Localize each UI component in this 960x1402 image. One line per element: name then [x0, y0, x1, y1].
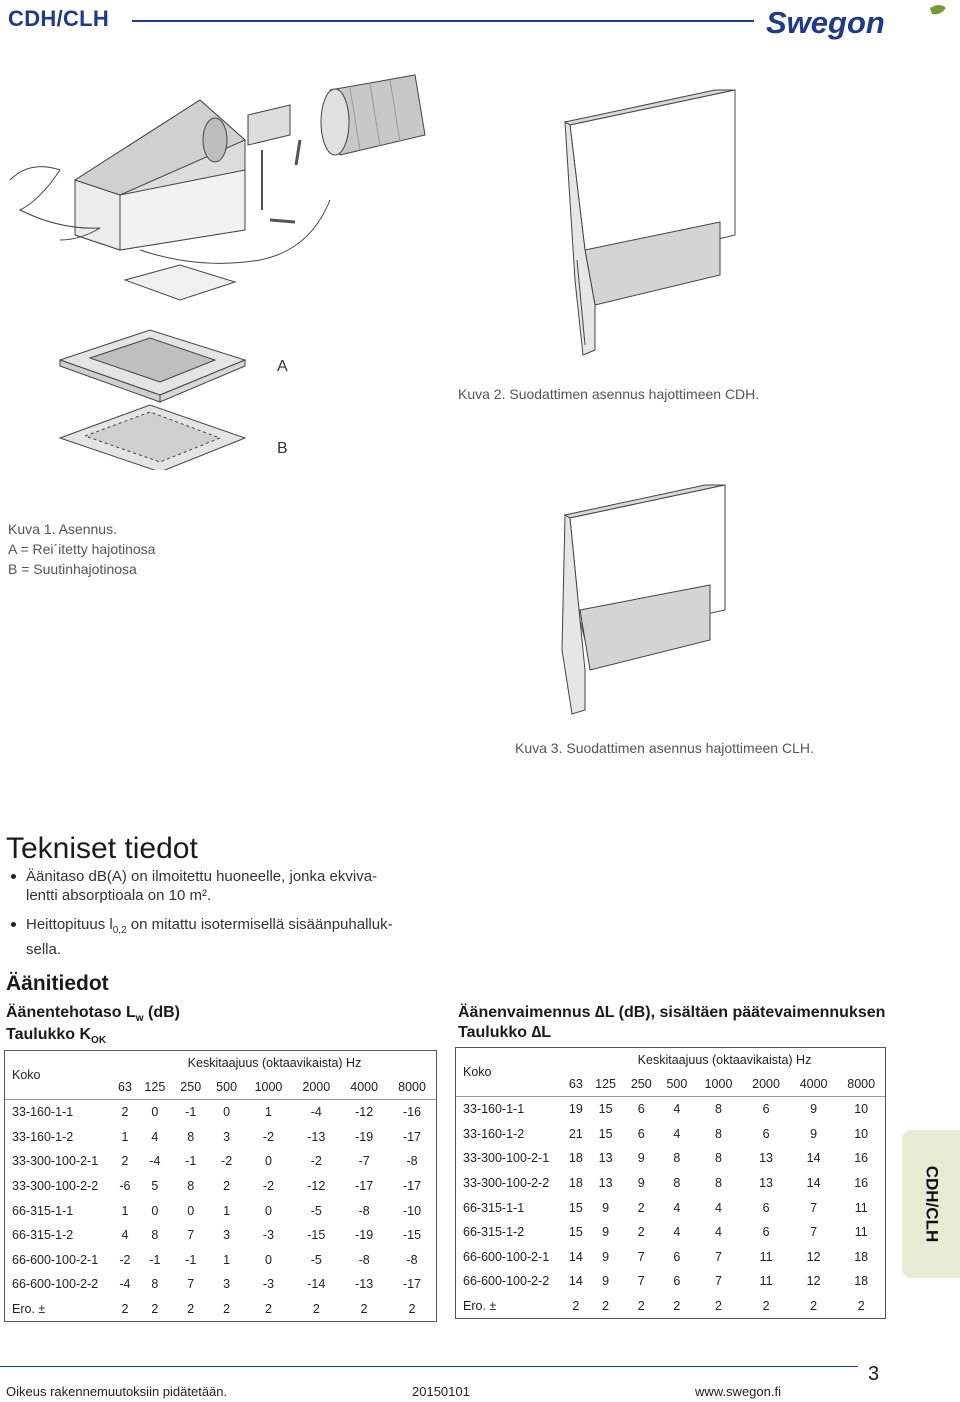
- table-row: [5, 1100, 436, 1125]
- table-row: [456, 1171, 885, 1196]
- table-cell: 2: [360, 1302, 368, 1317]
- table-cell: 14: [568, 1274, 583, 1289]
- table-cell: 4: [151, 1129, 159, 1144]
- table-cell: 14: [806, 1151, 821, 1166]
- bullet-throw: Heittopituus $l_{0,2}$ on mitattu isotermisellä sisäänpuhalluk- sella.: [6, 915, 446, 959]
- table-cell: 2: [810, 1299, 818, 1314]
- table-cell: 3: [223, 1277, 231, 1292]
- frequency-header: 500: [666, 1077, 688, 1091]
- table-cell: -4: [292, 1100, 340, 1125]
- table-cell: 12: [806, 1274, 821, 1289]
- footer-disclaimer: Oikeus rakennemuutoksiin pidätetään.: [6, 1384, 228, 1399]
- table-cell: 2: [637, 1225, 645, 1240]
- table-row: [5, 1297, 436, 1322]
- table-cell: 4: [673, 1225, 681, 1240]
- table-row: [5, 1223, 436, 1248]
- table-cell: 6: [762, 1126, 770, 1141]
- table-cell: 4: [659, 1097, 695, 1122]
- table-cell: 12: [806, 1249, 821, 1264]
- figure-1-caption: Kuva 1. Asennus. A = Rei´itetty hajotinosa B = Suutinhajotinosa: [8, 521, 156, 577]
- table-row: [456, 1122, 885, 1147]
- table-cell: 10: [837, 1097, 885, 1122]
- table-cell: 8: [151, 1228, 159, 1243]
- table-cell: -2: [262, 1179, 275, 1194]
- table-cell: 11: [759, 1249, 773, 1264]
- table-cell: -19: [355, 1129, 374, 1144]
- table-cell: 18: [568, 1151, 583, 1166]
- table-cell: 1: [223, 1252, 231, 1267]
- table-cell: 13: [598, 1151, 613, 1166]
- row-size-label: 66-600-100-2-2: [12, 1277, 99, 1292]
- bracket-illustration: [248, 105, 300, 222]
- table-k-ok: [4, 1050, 437, 1322]
- table-cell: 0: [264, 1154, 272, 1169]
- table-cell: -17: [355, 1179, 374, 1194]
- frequency-header: 8000: [847, 1077, 876, 1091]
- frequency-header: 2000: [752, 1077, 780, 1091]
- table-cell: 0: [187, 1203, 195, 1218]
- table-cell: 11: [854, 1225, 868, 1240]
- table-cell: 2: [715, 1299, 722, 1314]
- table-cell: 9: [602, 1249, 610, 1264]
- table-cell: -8: [406, 1154, 418, 1169]
- nozzle-plate-illustration: [60, 405, 245, 470]
- frequency-header: 2000: [302, 1080, 331, 1094]
- table-cell: 9: [637, 1176, 645, 1191]
- frequency-group-header: Keskitaajuus (oktaavikaista) Hz: [637, 1053, 812, 1067]
- table-cell: 19: [564, 1097, 588, 1122]
- table-cell: 5: [151, 1179, 159, 1194]
- clh-filter-illustration: [550, 480, 940, 720]
- table-cell: 7: [187, 1277, 195, 1292]
- table-cell: -12: [340, 1100, 388, 1125]
- row-size-label: Ero. ±: [12, 1302, 46, 1317]
- table-cell: -2: [262, 1129, 275, 1144]
- row-size-label: 33-160-1-2: [463, 1126, 525, 1141]
- table-cell: 7: [715, 1249, 722, 1264]
- row-size-label: 66-600-100-2-1: [12, 1252, 99, 1267]
- table-cell: 2: [151, 1302, 159, 1317]
- table-cell: -1: [149, 1252, 161, 1267]
- table-cell: -17: [403, 1277, 422, 1292]
- table-row: [456, 1245, 885, 1270]
- table-cell: 0: [264, 1203, 272, 1218]
- table-cell: 1: [223, 1203, 231, 1218]
- table-cell: 15: [568, 1200, 583, 1215]
- table-cell: -1: [185, 1154, 197, 1169]
- table-cell: 7: [187, 1228, 195, 1243]
- table-cell: 15: [568, 1225, 583, 1240]
- diffuser-box-illustration: [75, 100, 245, 250]
- frequency-header: 250: [630, 1077, 652, 1091]
- table-cell: 6: [742, 1097, 790, 1122]
- table-cell: 13: [598, 1176, 613, 1191]
- table-cell: 13: [759, 1176, 773, 1191]
- table-cell: -4: [149, 1154, 161, 1169]
- table-cell: -14: [307, 1277, 326, 1292]
- frequency-header: 125: [595, 1077, 617, 1091]
- frequency-header: 1000: [254, 1080, 283, 1094]
- footer-rule: [0, 1366, 858, 1367]
- table-cell: 8: [715, 1126, 722, 1141]
- table-cell: 9: [810, 1126, 818, 1141]
- table-cell: 2: [857, 1299, 865, 1314]
- table-cell: -12: [307, 1179, 326, 1194]
- row-size-label: 66-315-1-1: [12, 1203, 74, 1218]
- table-cell: 2: [113, 1100, 137, 1125]
- row-size-label: Ero. ±: [463, 1299, 497, 1314]
- table-cell: 0: [151, 1203, 159, 1218]
- document-title: CDH/CLH: [8, 6, 110, 31]
- table-cell: 15: [588, 1097, 624, 1122]
- table-cell: 3: [223, 1228, 231, 1243]
- table-cell: 8: [673, 1176, 681, 1191]
- table-row: [456, 1146, 885, 1171]
- table-cell: -4: [119, 1277, 131, 1292]
- table-cell: 9: [602, 1225, 610, 1240]
- table-cell: 9: [602, 1274, 610, 1289]
- table-cell: 0: [137, 1100, 173, 1125]
- table-cell: 10: [854, 1126, 869, 1141]
- table-cell: 13: [759, 1151, 773, 1166]
- table-cell: 16: [854, 1151, 869, 1166]
- table-cell: 4: [121, 1228, 129, 1243]
- frequency-group-header: Keskitaajuus (oktaavikaista) Hz: [187, 1056, 362, 1070]
- right-table-heading: Äänenvaimennus ∆L (dB), sisältäen päätevaimennuksen: [458, 1004, 886, 1021]
- table-row: [5, 1149, 436, 1174]
- table-cell: -8: [406, 1252, 418, 1267]
- table-cell: 16: [854, 1176, 869, 1191]
- table-row: [456, 1294, 885, 1319]
- koko-header: Koko: [12, 1068, 41, 1082]
- table-cell: 4: [673, 1126, 681, 1141]
- perforated-plate-illustration: [60, 265, 245, 402]
- table-cell: 11: [759, 1274, 773, 1289]
- figure-3-caption: Kuva 3. Suodattimen asennus hajottimeen CLH.: [515, 740, 814, 756]
- table-cell: -17: [403, 1129, 422, 1144]
- table-cell: 14: [568, 1249, 583, 1264]
- table-cell: 11: [854, 1200, 868, 1215]
- table-cell: 2: [762, 1299, 770, 1314]
- table-cell: 0: [264, 1252, 272, 1267]
- frequency-header: 4000: [350, 1080, 379, 1094]
- table-cell: -7: [358, 1154, 370, 1169]
- table-cell: 6: [673, 1249, 681, 1264]
- table-cell: 2: [673, 1299, 681, 1314]
- tech-bullets: [6, 867, 446, 959]
- row-size-label: 33-300-100-2-2: [463, 1176, 550, 1191]
- table-cell: 7: [810, 1200, 818, 1215]
- row-size-label: 66-315-1-1: [463, 1200, 525, 1215]
- installation-illustration: [0, 60, 440, 470]
- table-cell: 18: [854, 1249, 869, 1264]
- row-size-label: 66-600-100-2-2: [463, 1274, 550, 1289]
- side-tab-label: CDH/CLH: [922, 1165, 941, 1243]
- svg-text:Swegon: Swegon: [766, 5, 885, 40]
- table-cell: 8: [695, 1097, 743, 1122]
- figure-2-caption: Kuva 2. Suodattimen asennus hajottimeen CDH.: [458, 386, 760, 402]
- sound-heading: Äänitiedot: [6, 972, 109, 995]
- frequency-header: 63: [118, 1080, 132, 1094]
- table-cell: 4: [715, 1200, 722, 1215]
- table-cell: 21: [568, 1126, 583, 1141]
- table-cell: -2: [119, 1252, 131, 1267]
- table-delta-l: [455, 1047, 886, 1319]
- table-cell: -10: [403, 1203, 422, 1218]
- table-cell: 2: [637, 1299, 645, 1314]
- cdh-filter-illustration: [555, 80, 935, 365]
- table-row: [5, 1248, 436, 1273]
- table-cell: 3: [223, 1129, 231, 1144]
- table-row: [5, 1272, 436, 1297]
- table-cell: -8: [358, 1252, 370, 1267]
- table-cell: 8: [187, 1129, 195, 1144]
- left-table-heading: Äänentehotaso $L_w$ (dB): [6, 1004, 181, 1025]
- footer-date: 20150101: [412, 1384, 470, 1399]
- table-cell: -2: [310, 1154, 322, 1169]
- table-cell: 4: [673, 1200, 681, 1215]
- left-table-title: Taulukko $K_{OK}$: [6, 1026, 107, 1047]
- table-row: [5, 1125, 436, 1150]
- table-cell: 7: [715, 1274, 722, 1289]
- frequency-header: 500: [216, 1080, 238, 1094]
- table-cell: 1: [121, 1203, 129, 1218]
- table-row: [456, 1097, 885, 1122]
- table-cell: -17: [403, 1179, 422, 1194]
- table-cell: 8: [715, 1151, 722, 1166]
- table-cell: 1: [121, 1129, 129, 1144]
- row-size-label: 33-300-100-2-2: [12, 1179, 99, 1194]
- table-cell: 15: [598, 1126, 613, 1141]
- header-rule: [132, 20, 754, 22]
- table-cell: 2: [223, 1302, 231, 1317]
- table-cell: 0: [209, 1100, 245, 1125]
- table-cell: -13: [355, 1277, 374, 1292]
- frequency-header: 63: [568, 1077, 583, 1091]
- row-size-label: 33-160-1-1: [456, 1097, 564, 1122]
- frequency-header: 250: [180, 1080, 202, 1094]
- table-cell: 2: [264, 1302, 272, 1317]
- table-row: [456, 1195, 885, 1220]
- table-cell: -6: [119, 1179, 131, 1194]
- duct-illustration: [321, 75, 425, 155]
- table-row: [456, 1269, 885, 1294]
- table-cell: 6: [623, 1097, 659, 1122]
- row-size-label: 66-315-1-2: [12, 1228, 74, 1243]
- frequency-header: 125: [144, 1080, 166, 1094]
- table-cell: 7: [637, 1274, 645, 1289]
- table-cell: 7: [637, 1249, 645, 1264]
- table-cell: 9: [602, 1200, 610, 1215]
- table-row: [456, 1220, 885, 1245]
- table-cell: 2: [223, 1179, 231, 1194]
- table-cell: -15: [307, 1228, 326, 1243]
- frequency-header: 8000: [398, 1080, 426, 1094]
- table-cell: 8: [673, 1151, 681, 1166]
- figure-label-b: B: [277, 440, 288, 457]
- tech-heading: Tekniset tiedot: [6, 832, 198, 865]
- table-cell: 7: [810, 1225, 818, 1240]
- table-cell: 2: [408, 1302, 416, 1317]
- table-cell: 2: [602, 1299, 610, 1314]
- table-cell: -15: [403, 1228, 422, 1243]
- row-size-label: 66-315-1-2: [463, 1225, 525, 1240]
- table-cell: -19: [355, 1228, 374, 1243]
- frequency-header: 4000: [799, 1077, 828, 1091]
- table-cell: 2: [637, 1200, 645, 1215]
- table-cell: -13: [307, 1129, 326, 1144]
- page-number: 3: [868, 1363, 880, 1385]
- table-cell: 6: [762, 1200, 770, 1215]
- table-cell: 4: [715, 1225, 722, 1240]
- table-cell: 8: [187, 1179, 195, 1194]
- swegon-logo: [762, 2, 952, 42]
- table-cell: 2: [121, 1154, 129, 1169]
- row-size-label: 33-160-1-1: [5, 1100, 113, 1125]
- table-row: [5, 1198, 436, 1223]
- table-cell: 2: [187, 1302, 195, 1317]
- table-cell: 8: [715, 1176, 722, 1191]
- row-size-label: 33-160-1-2: [12, 1129, 74, 1144]
- table-cell: 18: [568, 1176, 583, 1191]
- table-cell: -1: [185, 1252, 197, 1267]
- table-cell: 6: [637, 1126, 645, 1141]
- table-cell: -3: [262, 1228, 275, 1243]
- table-cell: -5: [310, 1252, 322, 1267]
- table-cell: 6: [673, 1274, 681, 1289]
- table-cell: 2: [572, 1299, 580, 1314]
- table-cell: 8: [151, 1277, 159, 1292]
- table-cell: -5: [310, 1203, 322, 1218]
- table-cell: -8: [358, 1203, 370, 1218]
- table-cell: 9: [790, 1097, 838, 1122]
- row-size-label: 33-300-100-2-1: [463, 1151, 550, 1166]
- footer-url[interactable]: www.swegon.fi: [695, 1384, 781, 1399]
- figure-label-a: A: [277, 358, 288, 375]
- table-cell: 1: [245, 1100, 293, 1125]
- bullet-sound-level: Äänitaso dB(A) on ilmoitettu huoneelle, jonka ekviva- lentti absorptioala on 10 m².: [6, 867, 446, 905]
- table-cell: -2: [221, 1154, 233, 1169]
- table-cell: 14: [806, 1176, 821, 1191]
- frequency-header: 1000: [704, 1077, 733, 1091]
- table-cell: 6: [762, 1225, 770, 1240]
- table-cell: -3: [262, 1277, 275, 1292]
- table-row: [5, 1174, 436, 1199]
- table-cell: 9: [637, 1151, 645, 1166]
- row-size-label: 66-600-100-2-1: [463, 1249, 550, 1264]
- table-cell: -1: [173, 1100, 209, 1125]
- table-cell: 2: [312, 1302, 320, 1317]
- row-size-label: 33-300-100-2-1: [12, 1154, 99, 1169]
- koko-header: Koko: [463, 1065, 492, 1079]
- right-table-title: Taulukko ∆L: [458, 1024, 552, 1041]
- table-cell: -16: [388, 1100, 436, 1125]
- table-cell: 2: [121, 1302, 129, 1317]
- side-tab: [902, 1130, 960, 1278]
- table-cell: 18: [854, 1274, 869, 1289]
